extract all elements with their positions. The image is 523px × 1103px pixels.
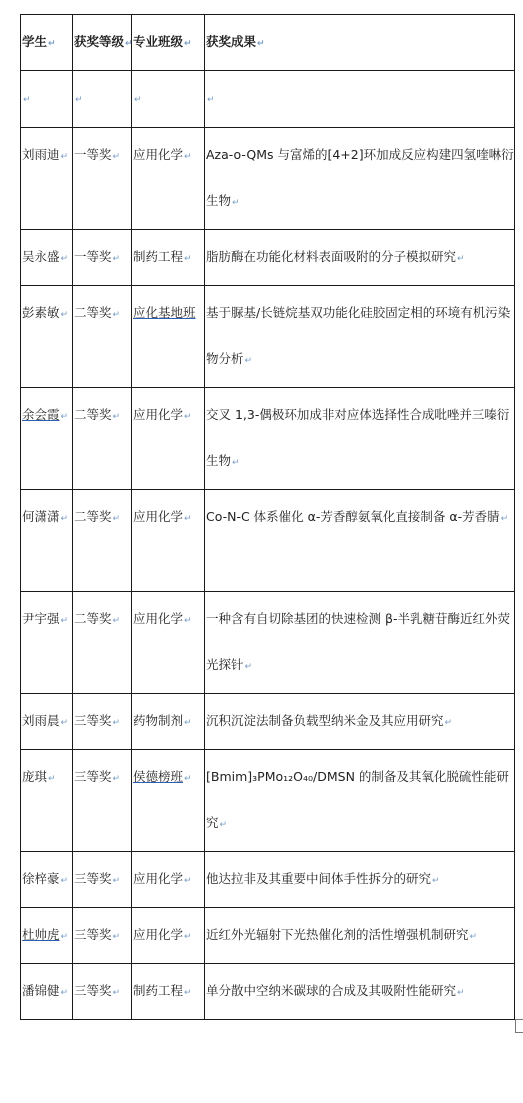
award-cell[interactable] <box>73 71 132 128</box>
result-cell[interactable]: 一种含有自切除基团的快速检测 β-半乳糖苷酶近红外荧光探针↵ <box>205 592 515 694</box>
major-cell[interactable]: 应用化学↵ <box>132 908 205 964</box>
header-award: 获奖等级 <box>74 34 125 49</box>
paragraph-mark-icon: ↵ <box>184 514 192 524</box>
header-cell[interactable] <box>205 15 515 71</box>
paragraph-mark-icon: ↵ <box>184 932 192 942</box>
paragraph-mark-icon: ↵ <box>112 152 121 162</box>
paragraph-mark-icon: ↵ <box>207 95 215 105</box>
paragraph-mark-icon: ↵ <box>134 95 142 105</box>
result-cell[interactable]: 他达拉非及其重要中间体手性拆分的研究↵ <box>205 852 515 908</box>
student-cell[interactable]: 何潇潇↵ <box>21 490 73 592</box>
paragraph-mark-icon: ↵ <box>457 988 465 998</box>
paragraph-mark-icon: ↵ <box>112 616 121 626</box>
table-row <box>21 852 515 908</box>
student-cell[interactable]: 吴永盛↵ <box>21 230 73 286</box>
paragraph-mark-icon: ↵ <box>432 876 440 886</box>
major-cell[interactable]: 应用化学↵ <box>132 490 205 592</box>
result-cell[interactable]: Aza-o-QMs 与富烯的[4+2]环加成反应构建四氢喹啉衍生物↵ <box>205 128 515 230</box>
result-cell[interactable]: 脂肪酶在功能化材料表面吸附的分子模拟研究↵ <box>205 230 515 286</box>
paragraph-mark-icon: ↵ <box>125 39 133 49</box>
award-cell[interactable]: 二等奖↵ <box>73 388 132 490</box>
paragraph-mark-icon: ↵ <box>112 718 121 728</box>
table-row <box>21 592 515 694</box>
paragraph-mark-icon: ↵ <box>112 412 121 422</box>
table-row <box>21 230 515 286</box>
student-cell[interactable]: 刘雨晨↵ <box>21 694 73 750</box>
paragraph-mark-icon: ↵ <box>184 774 192 784</box>
award-cell[interactable]: 三等奖↵ <box>73 694 132 750</box>
award-cell[interactable]: 二等奖↵ <box>73 286 132 388</box>
table-row <box>21 490 515 592</box>
major-cell[interactable]: 应用化学↵ <box>132 852 205 908</box>
paragraph-mark-icon: ↵ <box>244 662 253 672</box>
paragraph-mark-icon: ↵ <box>48 39 56 49</box>
header-student: 学生 <box>22 34 48 49</box>
student-cell[interactable]: 徐梓豪↵ <box>21 852 73 908</box>
table-row <box>21 388 515 490</box>
result-cell[interactable] <box>205 71 515 128</box>
header-major: 专业班级 <box>133 34 184 49</box>
student-cell[interactable]: 杜帅虎↵ <box>21 908 73 964</box>
paragraph-mark-icon: ↵ <box>60 718 69 728</box>
paragraph-mark-icon: ↵ <box>112 310 121 320</box>
major-cell[interactable]: 应用化学↵ <box>132 388 205 490</box>
paragraph-mark-icon: ↵ <box>112 774 121 784</box>
table-row <box>21 750 515 852</box>
page-corner-marker <box>515 1019 523 1033</box>
major-cell[interactable]: 药物制剂↵ <box>132 694 205 750</box>
award-cell[interactable]: 一等奖↵ <box>73 230 132 286</box>
paragraph-mark-icon: ↵ <box>184 616 192 626</box>
award-cell[interactable]: 三等奖↵ <box>73 852 132 908</box>
table-row <box>21 908 515 964</box>
paragraph-mark-icon: ↵ <box>257 39 265 49</box>
paragraph-mark-icon: ↵ <box>75 95 83 105</box>
major-cell[interactable]: 制药工程↵ <box>132 230 205 286</box>
paragraph-mark-icon: ↵ <box>184 152 192 162</box>
result-cell[interactable]: 沉积沉淀法制备负载型纳米金及其应用研究↵ <box>205 694 515 750</box>
paragraph-mark-icon: ↵ <box>60 988 69 998</box>
paragraph-mark-icon: ↵ <box>112 514 121 524</box>
paragraph-mark-icon: ↵ <box>184 412 192 422</box>
table-header-row <box>21 15 515 71</box>
student-cell[interactable]: 刘雨迪↵ <box>21 128 73 230</box>
paragraph-mark-icon: ↵ <box>23 95 31 105</box>
major-cell[interactable] <box>132 71 205 128</box>
paragraph-mark-icon: ↵ <box>444 718 453 728</box>
paragraph-mark-icon: ↵ <box>60 876 69 886</box>
award-cell[interactable]: 一等奖↵ <box>73 128 132 230</box>
paragraph-mark-icon: ↵ <box>60 152 69 162</box>
major-cell[interactable]: 应用化学↵ <box>132 592 205 694</box>
award-cell[interactable]: 三等奖↵ <box>73 964 132 1020</box>
paragraph-mark-icon: ↵ <box>112 876 121 886</box>
student-cell[interactable]: 潘锦健↵ <box>21 964 73 1020</box>
result-cell[interactable]: Co-N-C 体系催化 α-芳香醇氨氧化直接制备 α-芳香腈↵ <box>205 490 515 592</box>
result-cell[interactable]: 交叉 1,3-偶极环加成非对应体选择性合成吡唑并三嗪衍生物↵ <box>205 388 515 490</box>
award-cell[interactable]: 三等奖↵ <box>73 750 132 852</box>
result-cell[interactable]: 近红外光辐射下光热催化剂的活性增强机制研究↵ <box>205 908 515 964</box>
major-cell[interactable]: 侯德榜班↵ <box>132 750 205 852</box>
paragraph-mark-icon: ↵ <box>48 774 56 784</box>
student-cell[interactable]: 庞琪↵ <box>21 750 73 852</box>
result-cell[interactable]: 单分散中空纳米碳球的合成及其吸附性能研究↵ <box>205 964 515 1020</box>
paragraph-mark-icon: ↵ <box>232 458 240 468</box>
header-cell[interactable] <box>21 15 73 71</box>
student-cell[interactable] <box>21 71 73 128</box>
header-cell[interactable] <box>73 15 132 71</box>
paragraph-mark-icon: ↵ <box>500 514 509 524</box>
major-cell[interactable]: 应化基地班 <box>132 286 205 388</box>
paragraph-mark-icon: ↵ <box>60 616 69 626</box>
award-cell[interactable]: 二等奖↵ <box>73 490 132 592</box>
awards-table <box>20 14 515 1020</box>
paragraph-mark-icon: ↵ <box>184 988 192 998</box>
result-cell[interactable]: 基于脲基/长链烷基双功能化硅胶固定相的环境有机污染物分析↵ <box>205 286 515 388</box>
paragraph-mark-icon: ↵ <box>60 932 69 942</box>
paragraph-mark-icon: ↵ <box>469 932 478 942</box>
paragraph-mark-icon: ↵ <box>184 254 192 264</box>
paragraph-mark-icon: ↵ <box>184 876 192 886</box>
result-cell[interactable]: [Bmim]₃PMo₁₂O₄₀/DMSN 的制备及其氧化脱硫性能研究↵ <box>205 750 515 852</box>
paragraph-mark-icon: ↵ <box>60 310 69 320</box>
paragraph-mark-icon: ↵ <box>457 254 465 264</box>
major-cell[interactable]: 应用化学↵ <box>132 128 205 230</box>
paragraph-mark-icon: ↵ <box>112 254 121 264</box>
table-row <box>21 128 515 230</box>
table-row <box>21 286 515 388</box>
paragraph-mark-icon: ↵ <box>60 254 69 264</box>
table-row <box>21 71 515 128</box>
table-row <box>21 694 515 750</box>
paragraph-mark-icon: ↵ <box>184 39 192 49</box>
table-row <box>21 964 515 1020</box>
paragraph-mark-icon: ↵ <box>112 988 121 998</box>
paragraph-mark-icon: ↵ <box>60 514 69 524</box>
paragraph-mark-icon: ↵ <box>232 198 240 208</box>
student-cell[interactable]: 尹宇强↵ <box>21 592 73 694</box>
paragraph-mark-icon: ↵ <box>219 820 228 830</box>
header-cell[interactable] <box>132 15 205 71</box>
paragraph-mark-icon: ↵ <box>244 356 253 366</box>
paragraph-mark-icon: ↵ <box>184 718 192 728</box>
paragraph-mark-icon: ↵ <box>112 932 121 942</box>
student-cell[interactable]: 彭素敏↵ <box>21 286 73 388</box>
major-cell[interactable]: 制药工程↵ <box>132 964 205 1020</box>
award-cell[interactable]: 二等奖↵ <box>73 592 132 694</box>
student-cell[interactable]: 余会霞↵ <box>21 388 73 490</box>
header-result: 获奖成果 <box>206 34 257 49</box>
award-cell[interactable]: 三等奖↵ <box>73 908 132 964</box>
paragraph-mark-icon: ↵ <box>60 412 69 422</box>
